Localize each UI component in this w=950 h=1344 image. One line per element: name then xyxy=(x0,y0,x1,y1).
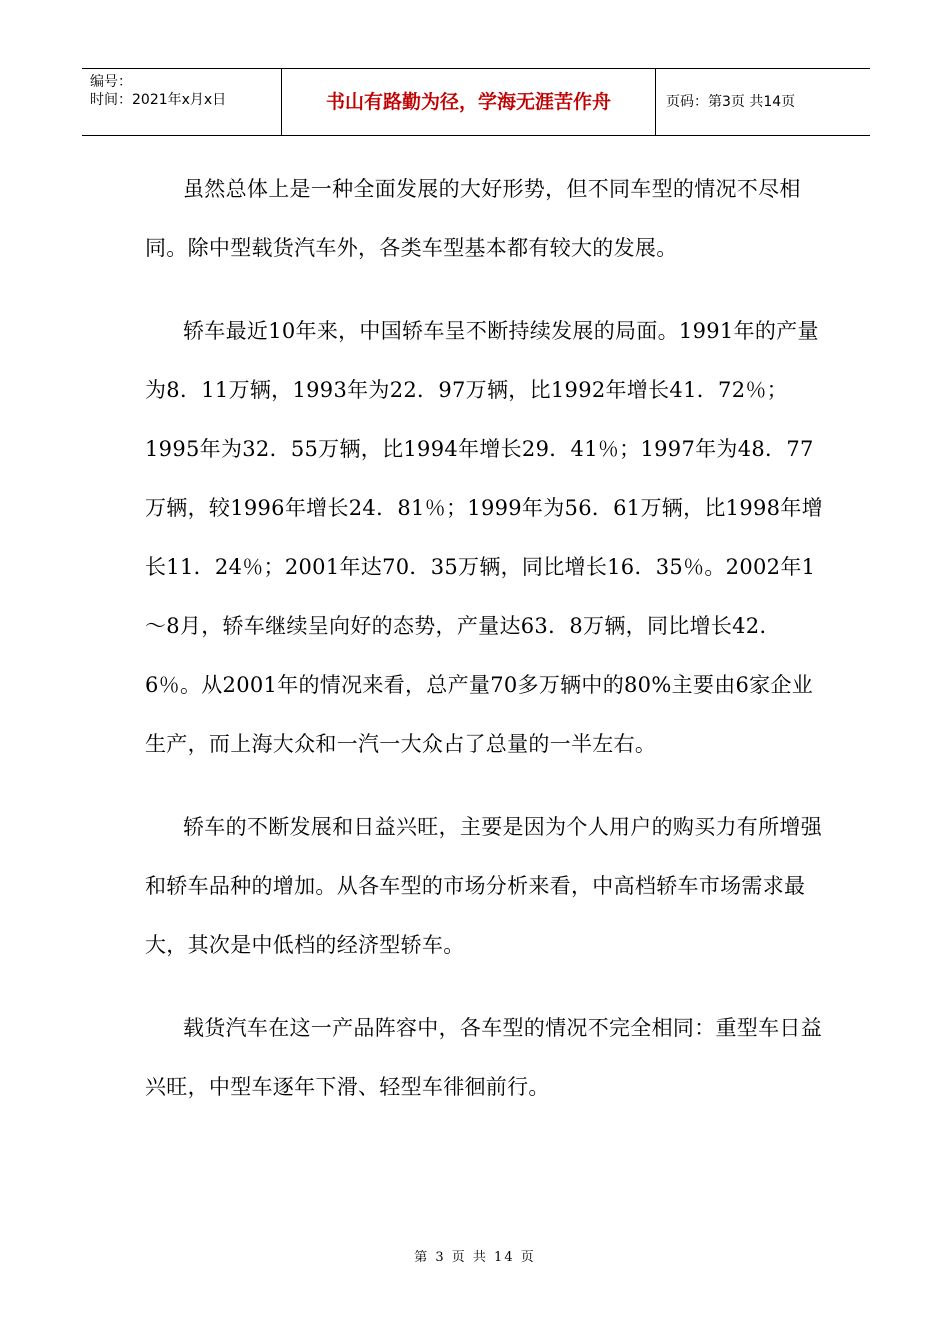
header-page-info: 页码：第3页 共14页 xyxy=(666,94,796,110)
body-paragraph-2: 轿车最近10年来，中国轿车呈不断持续发展的局面。1991年的产量为8．11万辆，1993年为22．97万辆，比1992年增长41．72％；1995年为32．55万辆，比1994年增长29．41％；1997年为48．77万辆，较1996年增长24．81％；1999年为56．61万辆，比1998年增长11．24％；2001年达70．35万辆，同比增长16．35％。2002年1～8月，轿车继续呈向好的态势，产量达63．8万辆，同比增长42．6％。从2001年的情况来看，总产量70多万辆中的80%主要由6家企业生产，而上海大众和一汽一大众占了总量的一半左右。 xyxy=(145,319,823,756)
document-time-label: 时间：2021年x月x日 xyxy=(90,92,227,108)
header-meta-cell xyxy=(82,69,282,135)
body-paragraph-3: 轿车的不断发展和日益兴旺，主要是因为个人用户的购买力有所增强和轿车品种的增加。从各车型的市场分析来看，中高档轿车市场需求最大，其次是中低档的经济型轿车。 xyxy=(145,815,822,957)
page-footer: 第 3 页 共 14 页 xyxy=(414,1250,536,1265)
document-number-label: 编号： xyxy=(90,74,132,90)
header-motto: 书山有路勤为径，学海无涯苦作舟 xyxy=(282,69,656,135)
body-paragraph-4: 载货汽车在这一产品阵容中，各车型的情况不完全相同：重型车日益兴旺，中型车逐年下滑、轻型车徘徊前行。 xyxy=(145,1016,822,1099)
document-body xyxy=(145,160,825,1141)
body-paragraph-1: 虽然总体上是一种全面发展的大好形势，但不同车型的情况不尽相同。除中型载货汽车外，各类车型基本都有较大的发展。 xyxy=(145,177,801,260)
page-header xyxy=(82,68,870,136)
